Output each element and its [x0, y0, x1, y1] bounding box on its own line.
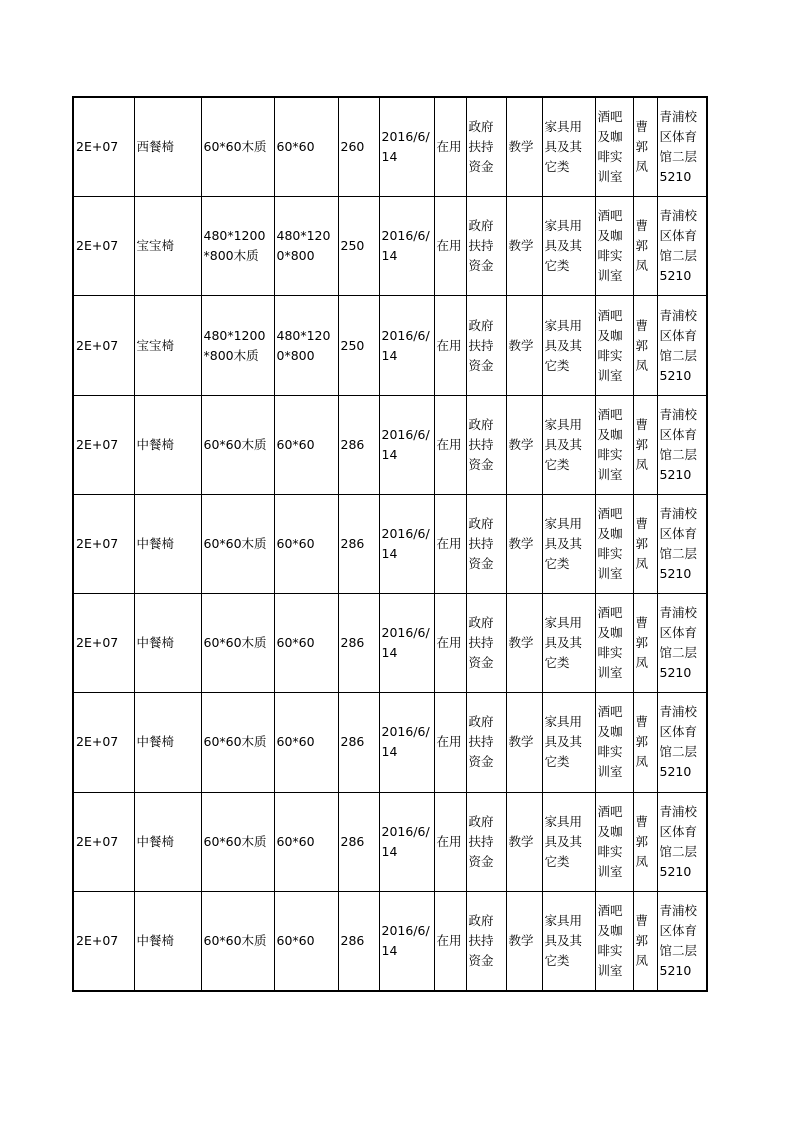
price-cell: 286	[338, 891, 379, 991]
asset-name-cell: 宝宝椅	[134, 197, 201, 296]
date-cell: 2016/6/14	[379, 693, 434, 792]
status-cell: 在用	[434, 594, 466, 693]
price-cell: 250	[338, 197, 379, 296]
asset-name-cell: 中餐椅	[134, 395, 201, 494]
category-cell: 家具用具及其它类	[542, 494, 595, 593]
fund-source-cell: 政府扶持资金	[466, 296, 506, 395]
usage-cell: 教学	[506, 494, 542, 593]
table-row	[73, 197, 707, 296]
table-row	[73, 693, 707, 792]
status-cell: 在用	[434, 891, 466, 991]
department-cell: 酒吧及咖啡实训室	[595, 792, 633, 891]
asset-name-cell: 中餐椅	[134, 594, 201, 693]
usage-cell: 教学	[506, 792, 542, 891]
date-cell: 2016/6/14	[379, 494, 434, 593]
price-cell: 286	[338, 395, 379, 494]
fund-source-cell: 政府扶持资金	[466, 891, 506, 991]
spec-cell: 480*1200*800木质	[201, 296, 274, 395]
asset-code-cell: 2E+07	[73, 594, 134, 693]
department-cell: 酒吧及咖啡实训室	[595, 395, 633, 494]
date-cell: 2016/6/14	[379, 197, 434, 296]
department-cell: 酒吧及咖啡实训室	[595, 97, 633, 197]
department-cell: 酒吧及咖啡实训室	[595, 296, 633, 395]
keeper-cell: 曹郭凤	[633, 594, 657, 693]
usage-cell: 教学	[506, 296, 542, 395]
price-cell: 250	[338, 296, 379, 395]
usage-cell: 教学	[506, 594, 542, 693]
fund-source-cell: 政府扶持资金	[466, 395, 506, 494]
fund-source-cell: 政府扶持资金	[466, 594, 506, 693]
price-cell: 260	[338, 97, 379, 197]
fund-source-cell: 政府扶持资金	[466, 693, 506, 792]
spec-cell: 60*60木质	[201, 494, 274, 593]
keeper-cell: 曹郭凤	[633, 891, 657, 991]
asset-code-cell: 2E+07	[73, 97, 134, 197]
spec-cell: 60*60木质	[201, 395, 274, 494]
price-cell: 286	[338, 792, 379, 891]
keeper-cell: 曹郭凤	[633, 296, 657, 395]
asset-table	[72, 96, 708, 992]
size-cell: 60*60	[274, 494, 338, 593]
status-cell: 在用	[434, 693, 466, 792]
keeper-cell: 曹郭凤	[633, 97, 657, 197]
asset-name-cell: 宝宝椅	[134, 296, 201, 395]
asset-code-cell: 2E+07	[73, 296, 134, 395]
keeper-cell: 曹郭凤	[633, 494, 657, 593]
asset-code-cell: 2E+07	[73, 693, 134, 792]
fund-source-cell: 政府扶持资金	[466, 792, 506, 891]
date-cell: 2016/6/14	[379, 296, 434, 395]
category-cell: 家具用具及其它类	[542, 594, 595, 693]
usage-cell: 教学	[506, 197, 542, 296]
location-cell: 青浦校区体育馆二层5210	[657, 594, 707, 693]
asset-name-cell: 中餐椅	[134, 792, 201, 891]
size-cell: 60*60	[274, 97, 338, 197]
category-cell: 家具用具及其它类	[542, 792, 595, 891]
category-cell: 家具用具及其它类	[542, 296, 595, 395]
location-cell: 青浦校区体育馆二层5210	[657, 792, 707, 891]
department-cell: 酒吧及咖啡实训室	[595, 594, 633, 693]
fund-source-cell: 政府扶持资金	[466, 97, 506, 197]
table-row	[73, 296, 707, 395]
keeper-cell: 曹郭凤	[633, 792, 657, 891]
usage-cell: 教学	[506, 97, 542, 197]
category-cell: 家具用具及其它类	[542, 693, 595, 792]
asset-code-cell: 2E+07	[73, 792, 134, 891]
spec-cell: 60*60木质	[201, 792, 274, 891]
status-cell: 在用	[434, 792, 466, 891]
table-row	[73, 594, 707, 693]
price-cell: 286	[338, 494, 379, 593]
category-cell: 家具用具及其它类	[542, 395, 595, 494]
table-body	[73, 97, 707, 991]
spec-cell: 60*60木质	[201, 97, 274, 197]
size-cell: 60*60	[274, 792, 338, 891]
date-cell: 2016/6/14	[379, 594, 434, 693]
location-cell: 青浦校区体育馆二层5210	[657, 494, 707, 593]
size-cell: 60*60	[274, 891, 338, 991]
spec-cell: 60*60木质	[201, 891, 274, 991]
date-cell: 2016/6/14	[379, 792, 434, 891]
size-cell: 60*60	[274, 395, 338, 494]
location-cell: 青浦校区体育馆二层5210	[657, 97, 707, 197]
size-cell: 60*60	[274, 693, 338, 792]
asset-name-cell: 中餐椅	[134, 693, 201, 792]
fund-source-cell: 政府扶持资金	[466, 494, 506, 593]
table-row	[73, 494, 707, 593]
status-cell: 在用	[434, 296, 466, 395]
asset-name-cell: 中餐椅	[134, 891, 201, 991]
asset-name-cell: 中餐椅	[134, 494, 201, 593]
status-cell: 在用	[434, 97, 466, 197]
usage-cell: 教学	[506, 693, 542, 792]
category-cell: 家具用具及其它类	[542, 891, 595, 991]
asset-code-cell: 2E+07	[73, 395, 134, 494]
location-cell: 青浦校区体育馆二层5210	[657, 891, 707, 991]
asset-code-cell: 2E+07	[73, 891, 134, 991]
usage-cell: 教学	[506, 891, 542, 991]
location-cell: 青浦校区体育馆二层5210	[657, 197, 707, 296]
table-row	[73, 97, 707, 197]
department-cell: 酒吧及咖啡实训室	[595, 494, 633, 593]
keeper-cell: 曹郭凤	[633, 693, 657, 792]
asset-name-cell: 西餐椅	[134, 97, 201, 197]
status-cell: 在用	[434, 494, 466, 593]
location-cell: 青浦校区体育馆二层5210	[657, 395, 707, 494]
table-row	[73, 395, 707, 494]
usage-cell: 教学	[506, 395, 542, 494]
table-row	[73, 792, 707, 891]
date-cell: 2016/6/14	[379, 97, 434, 197]
department-cell: 酒吧及咖啡实训室	[595, 693, 633, 792]
keeper-cell: 曹郭凤	[633, 395, 657, 494]
date-cell: 2016/6/14	[379, 395, 434, 494]
department-cell: 酒吧及咖啡实训室	[595, 197, 633, 296]
size-cell: 480*1200*800	[274, 296, 338, 395]
location-cell: 青浦校区体育馆二层5210	[657, 296, 707, 395]
price-cell: 286	[338, 693, 379, 792]
spec-cell: 480*1200*800木质	[201, 197, 274, 296]
asset-code-cell: 2E+07	[73, 197, 134, 296]
location-cell: 青浦校区体育馆二层5210	[657, 693, 707, 792]
department-cell: 酒吧及咖啡实训室	[595, 891, 633, 991]
spec-cell: 60*60木质	[201, 693, 274, 792]
date-cell: 2016/6/14	[379, 891, 434, 991]
asset-code-cell: 2E+07	[73, 494, 134, 593]
fund-source-cell: 政府扶持资金	[466, 197, 506, 296]
size-cell: 60*60	[274, 594, 338, 693]
category-cell: 家具用具及其它类	[542, 97, 595, 197]
status-cell: 在用	[434, 395, 466, 494]
price-cell: 286	[338, 594, 379, 693]
table-row	[73, 891, 707, 991]
category-cell: 家具用具及其它类	[542, 197, 595, 296]
spec-cell: 60*60木质	[201, 594, 274, 693]
size-cell: 480*1200*800	[274, 197, 338, 296]
status-cell: 在用	[434, 197, 466, 296]
keeper-cell: 曹郭凤	[633, 197, 657, 296]
